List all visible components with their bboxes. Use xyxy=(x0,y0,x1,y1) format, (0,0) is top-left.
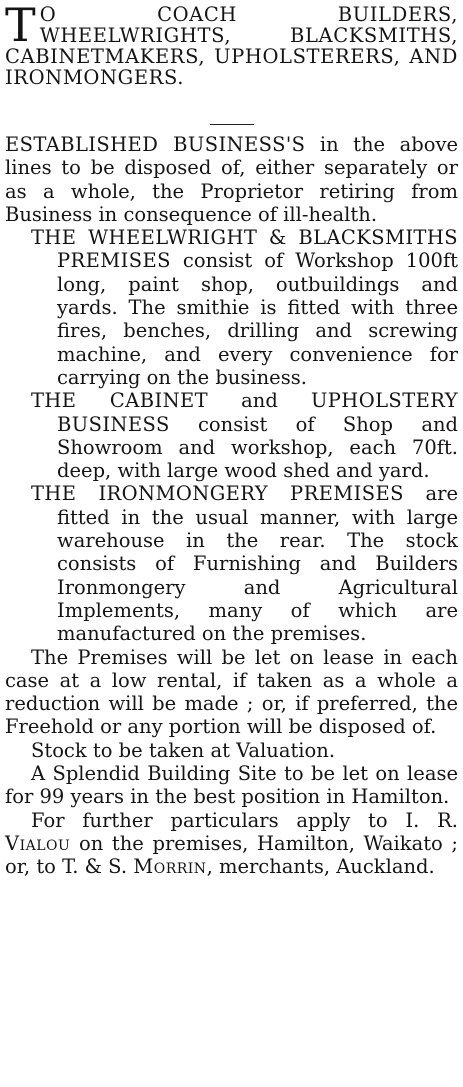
contact-name: Morrin xyxy=(133,855,207,879)
intro-lead: ESTABLISHED BUSINESS'S xyxy=(5,133,306,156)
section-text: consist of Shop and Showroom and workshop, each 70ft. deep, with large wood shed and yard. xyxy=(57,412,458,483)
contact-text: on the premises, Hamilton, Waikato ; or, to T. & S. xyxy=(5,831,458,879)
contact-text: , merchants, Auckland. xyxy=(206,855,435,879)
intro-paragraph xyxy=(5,133,458,226)
section-heading: THE WHEELWRIGHT & BLACKSMITHS PREMISES xyxy=(31,226,458,273)
contact-name: Vialou xyxy=(5,831,71,855)
lease-paragraph: The Premises will be let on lease in each case at a low rental, if taken as a whole a reduction will be made ; or, if preferred, the Freehold or any portion will be disposed of. xyxy=(5,645,458,739)
section-heading: THE CABINET xyxy=(31,389,209,413)
building-site-paragraph: A Splendid Building Site to be let on lease for 99 years in the best position in Hamilton. xyxy=(5,762,458,809)
ironmongery-section xyxy=(5,482,458,645)
drop-cap: T xyxy=(5,0,36,52)
headline-text: O COACH BUILDERS, WHEELWRIGHTS, BLACKSMITHS, CABINETMAKERS, UPHOLSTERERS, AND IRONMONGERS. xyxy=(5,3,458,89)
section-text: are fitted in the usual manner, with large warehouse in the rear. The stock consists of Furnishing and Builders Ironmongery and Agricultural Implements, many of which are manufactured on the premises. xyxy=(57,482,459,646)
intro-text: in the above lines to be disposed of, either separately or as a whole, the Proprietor retiring from Business in consequence of ill-health. xyxy=(5,133,459,226)
wheelwright-section xyxy=(5,226,458,389)
separator-rule xyxy=(210,124,254,125)
headline xyxy=(5,0,458,90)
contact-text: For further particulars apply to I. R. xyxy=(31,808,458,832)
section-text: consist of Workshop 100ft long, paint shop, outbuildings and yards. The smithie is fitted with three fires, benches, drilling and screwing machine, and every convenience for carrying on the business. xyxy=(57,249,458,389)
stock-paragraph: Stock to be taken at Valuation. xyxy=(31,738,336,762)
cabinet-section xyxy=(5,389,458,482)
section-joiner: and xyxy=(208,389,311,413)
contact-paragraph xyxy=(5,809,458,879)
section-heading-continued: UPHOLSTERY BUSINESS xyxy=(57,389,458,436)
section-heading: THE IRONMONGERY PREMISES xyxy=(31,482,404,506)
advertisement-body xyxy=(5,133,458,879)
